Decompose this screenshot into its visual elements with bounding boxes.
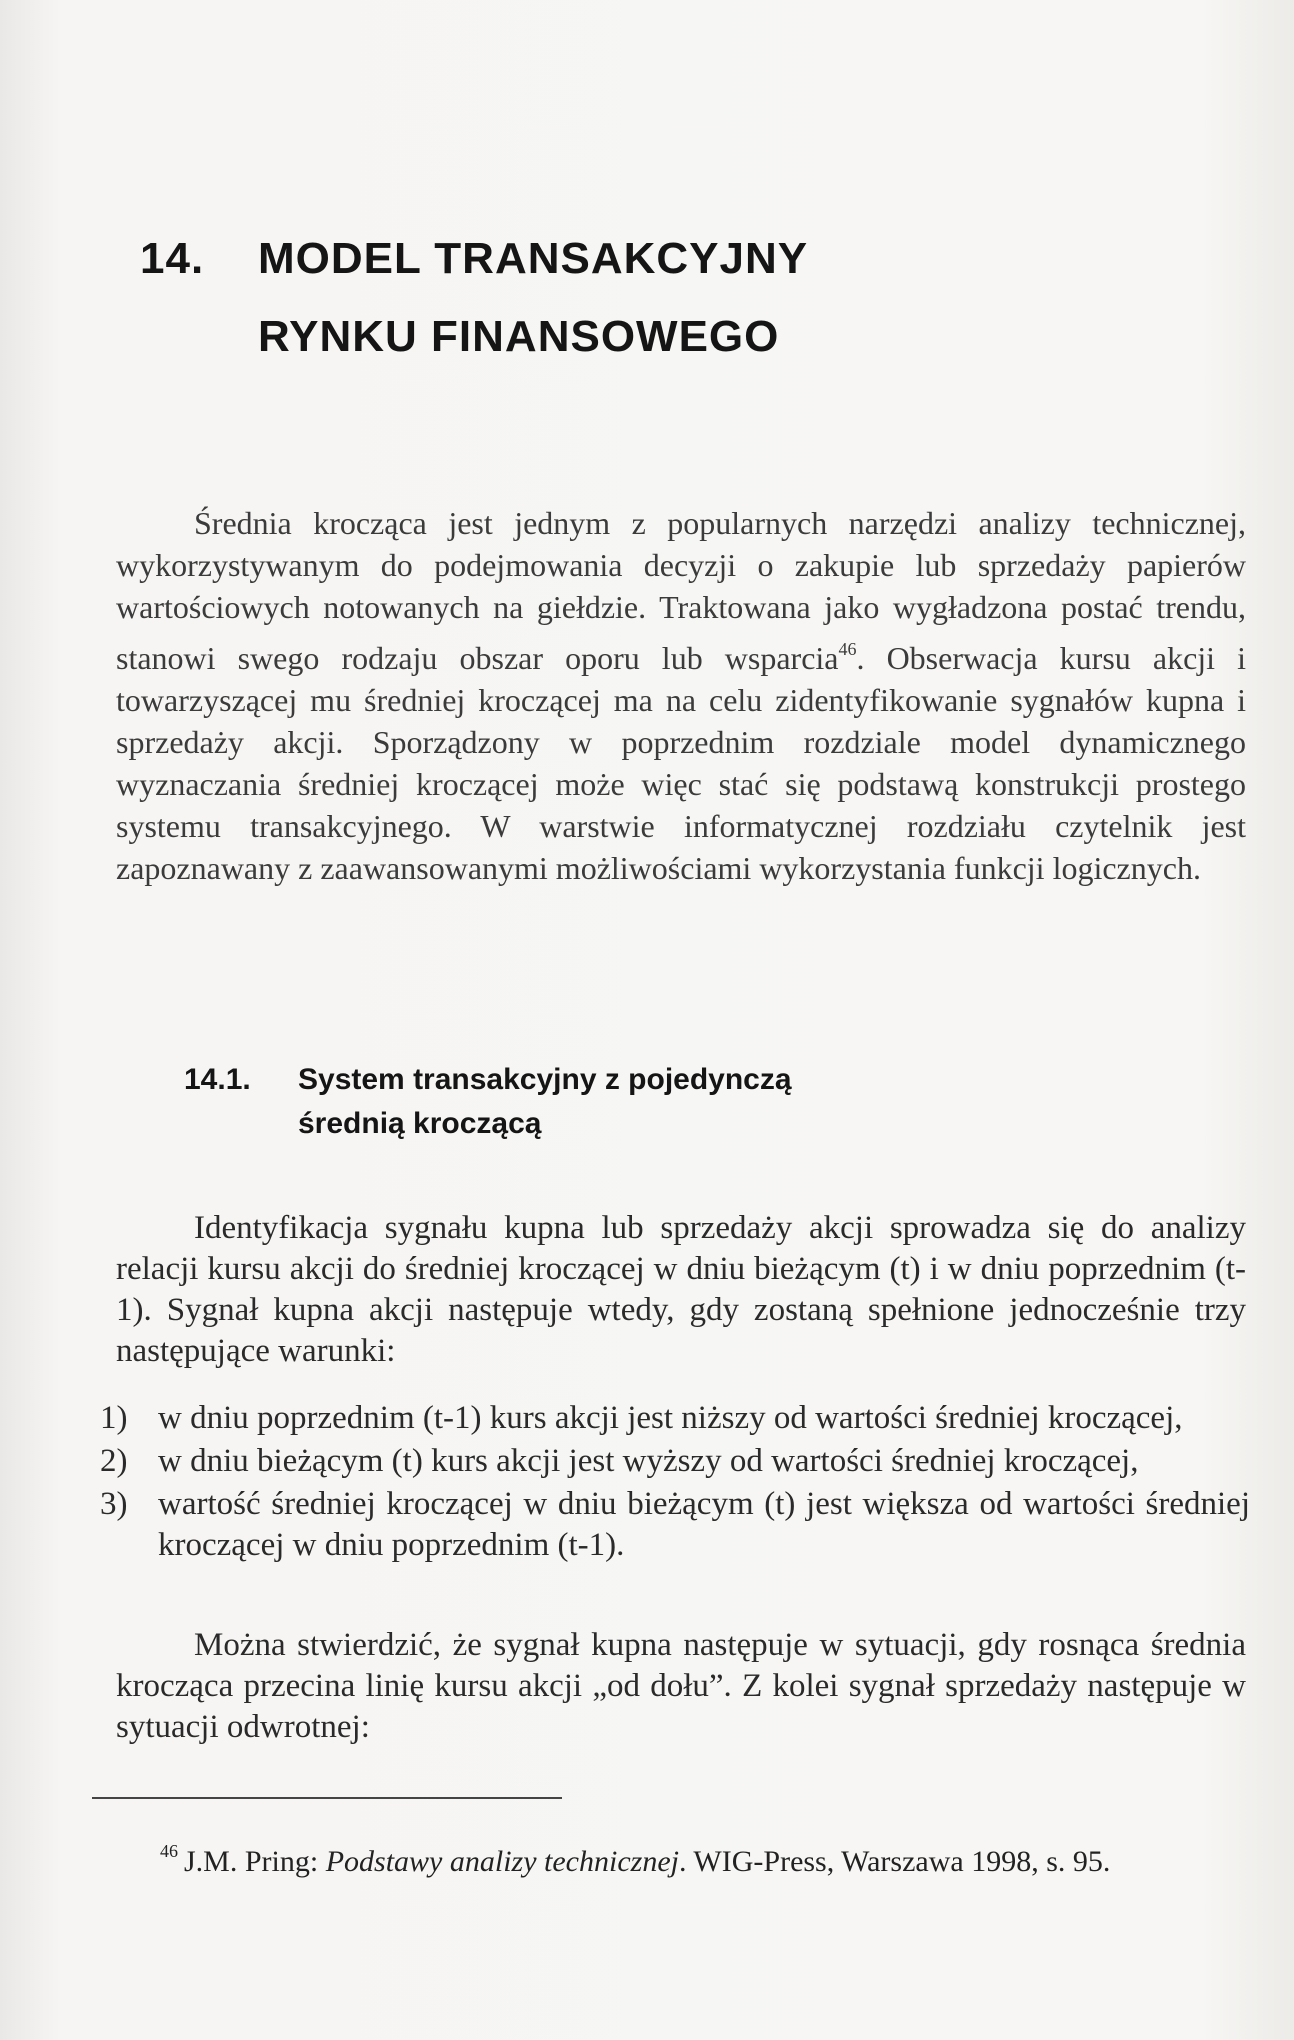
footnote-number: 46 (160, 1841, 178, 1861)
footnote-book-title: Podstawy analizy technicznej (325, 1845, 679, 1878)
section-title (184, 1058, 1184, 1146)
list-item-text: w dniu bieżącym (t) kurs akcji jest wyższy od wartości średniej kroczącej, (158, 1443, 1139, 1479)
intro-paragraph (116, 502, 1246, 889)
list-item (100, 1484, 1250, 1566)
section-number: 14.1. (184, 1063, 251, 1096)
conditions-list (100, 1398, 1250, 1568)
list-marker: 3) (100, 1486, 128, 1522)
footnote-author: J.M. Pring: (184, 1845, 326, 1878)
list-marker: 2) (100, 1443, 128, 1479)
chapter-number: 14. (140, 234, 205, 283)
intro-text-part1: Średnia krocząca jest jednym z popularnych narzędzi analizy technicznej, wykorzystywanym do podejmowania decyzji o zakupie lub sprzedaży papierów wartościowych notowanych na giełdzie. Traktowana jako wygładzona postać trendu, stanowi swego rodzaju obszar oporu lub wsparcia (116, 505, 1246, 676)
section-title-line2: średnią kroczącą (298, 1107, 542, 1140)
chapter-title-line2: RYNKU FINANSOWEGO (258, 312, 780, 361)
body-paragraph-1 (116, 1208, 1246, 1372)
chapter-title (140, 220, 1140, 376)
chapter-title-line1: MODEL TRANSAKCYJNY (258, 234, 809, 283)
section-title-line1: System transakcyjny z pojedynczą (298, 1063, 792, 1096)
list-item (100, 1441, 1250, 1482)
body-paragraph-1-text: Identyfikacja sygnału kupna lub sprzedaży akcji sprowadza się do analizy relacji kursu akcji do średniej kroczącej w dniu bieżącym (t) i w dniu poprzednim (t-1). Sygnał kupna akcji następuje wtedy, gdy zostaną spełnione jednocześnie trzy następujące warunki: (116, 1210, 1246, 1369)
body-paragraph-2 (116, 1625, 1246, 1748)
body-paragraph-2-text: Można stwierdzić, że sygnał kupna następuje w sytuacji, gdy rosnąca średnia krocząca przecina linię kursu akcji „od dołu”. Z kolei sygnał sprzedaży następuje w sytuacji odwrotnej: (116, 1627, 1246, 1745)
intro-text-part2: . Obserwacja kursu akcji i towarzyszącej mu średniej kroczącej ma na celu zidentyfikowanie sygnałów kupna i sprzedaży akcji. Sporządzony w poprzednim rozdziale model dynamicznego wyznaczania średniej kroczącej może więc stać się podstawą konstrukcji prostego systemu transakcyjnego. W warstwie informatycznej rozdziału czytelnik jest zapoznawany z zaawansowanymi możliwościami wykorzystania funkcji logicznych. (116, 640, 1247, 886)
footnote-publisher: . WIG-Press, Warszawa 1998, s. 95. (678, 1845, 1111, 1878)
list-item-text: w dniu poprzednim (t-1) kurs akcji jest niższy od wartości średniej kroczącej, (158, 1400, 1183, 1436)
footnote-reference: 46 (838, 639, 857, 659)
footnote (160, 1832, 1220, 1881)
footnote-divider (92, 1797, 562, 1799)
list-item-text: wartość średniej kroczącej w dniu bieżącym (t) jest większa od wartości średniej kroczącej w dniu poprzednim (t-1). (158, 1486, 1250, 1563)
list-item (100, 1398, 1250, 1439)
list-marker: 1) (100, 1400, 128, 1436)
